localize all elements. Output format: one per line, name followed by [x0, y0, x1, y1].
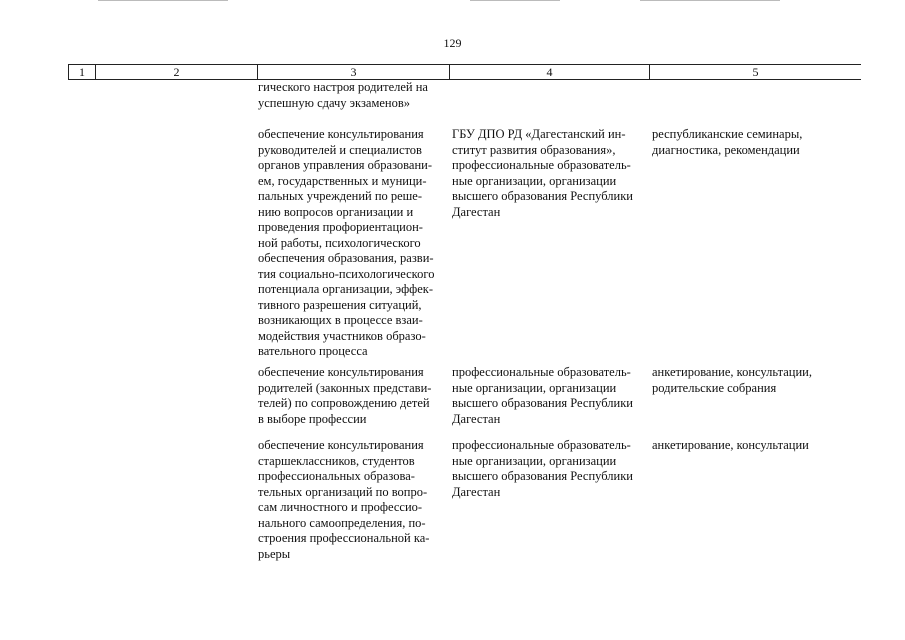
text-line: Дагестан — [452, 411, 501, 426]
text-line: телей) по сопровождению детей — [258, 396, 430, 410]
text-line: анкетирование, консультации, — [652, 365, 812, 379]
text-line: профессиональные образователь- — [452, 438, 631, 452]
text-line: республиканские семинары, — [652, 127, 803, 141]
text-line: ной работы, психологического — [258, 235, 421, 250]
text-line: обеспечение консультирования — [258, 438, 424, 452]
header-col-2: 2 — [96, 65, 258, 79]
page-number: 129 — [443, 36, 462, 50]
text-line: обеспечения образования, разви- — [258, 251, 434, 265]
text-line: Дагестан — [452, 204, 501, 219]
text-line: вательного процесса — [258, 344, 368, 358]
text-line: тивного разрешения ситуаций, — [258, 297, 422, 312]
text-line: тельных организаций по вопро- — [258, 484, 428, 499]
text-line: руководителей и специалистов — [258, 142, 422, 157]
text-line: в выборе профессии — [258, 411, 367, 426]
text-line: Дагестан — [452, 484, 501, 499]
text-line: ГБУ ДПО РД «Дагестанский ин- — [452, 127, 626, 141]
row-3-col-3 — [258, 438, 446, 562]
text-line: родительские собрания — [652, 380, 777, 395]
text-line: обеспечение консультирования — [258, 127, 424, 141]
text-line: диагностика, рекомендации — [652, 142, 800, 157]
row-1-col-5 — [652, 127, 858, 158]
text-line: старшеклассников, студентов — [258, 453, 415, 468]
text-line: профессиональные образователь- — [452, 158, 631, 172]
row-3-col-4 — [452, 438, 644, 500]
scan-top-rule-left — [98, 0, 228, 1]
row-0-col-3 — [258, 80, 446, 111]
text-line: тия социально-психологического — [258, 266, 435, 281]
text-line: возникающих в процессе взаи- — [258, 313, 423, 327]
text-line: органов управления образовани- — [258, 158, 433, 172]
header-col-4: 4 — [450, 65, 650, 79]
text-line: сам личностного и профессио- — [258, 500, 423, 514]
header-col-3: 3 — [258, 65, 450, 79]
text-line: ные организации, организации — [452, 453, 617, 468]
text-line: высшего образования Республики — [452, 396, 633, 410]
text-line: нию вопросов организации и — [258, 204, 414, 219]
text-line: ные организации, организации — [452, 380, 617, 395]
text-line: высшего образования Республики — [452, 469, 633, 483]
text-line: высшего образования Республики — [452, 189, 633, 203]
text-line: нального самоопределения, по- — [258, 515, 426, 530]
text-line: успешную сдачу экзаменов» — [258, 95, 410, 110]
text-line: ные организации, организации — [452, 173, 617, 188]
text-line: проведения профориентацион- — [258, 220, 423, 234]
text-line: пальных учреждений по реше- — [258, 189, 423, 203]
scan-top-rule-right — [640, 0, 780, 1]
row-2-col-3 — [258, 365, 446, 427]
header-col-1: 1 — [68, 65, 96, 79]
text-line: обеспечение консультирования — [258, 365, 424, 379]
row-1-col-4 — [452, 127, 644, 220]
text-line: строения профессиональной ка- — [258, 531, 430, 545]
header-col-5: 5 — [752, 65, 759, 79]
text-line: анкетирование, консультации — [652, 438, 809, 452]
text-line: ем, государственных и муници- — [258, 173, 427, 188]
text-line: рьеры — [258, 546, 291, 561]
text-line: профессиональных образова- — [258, 469, 415, 483]
table-header-row — [68, 64, 861, 80]
row-3-col-5 — [652, 438, 858, 454]
row-1-col-3 — [258, 127, 446, 360]
text-line: ститут развития образования», — [452, 142, 616, 157]
scan-top-rule-mid — [470, 0, 560, 1]
text-line: гического настроя родителей на — [258, 80, 428, 94]
text-line: профессиональные образователь- — [452, 365, 631, 379]
text-line: родителей (законных представи- — [258, 380, 432, 395]
row-2-col-4 — [452, 365, 644, 427]
text-line: модействия участников образо- — [258, 328, 426, 343]
text-line: потенциала организации, эффек- — [258, 282, 433, 296]
row-2-col-5 — [652, 365, 858, 396]
